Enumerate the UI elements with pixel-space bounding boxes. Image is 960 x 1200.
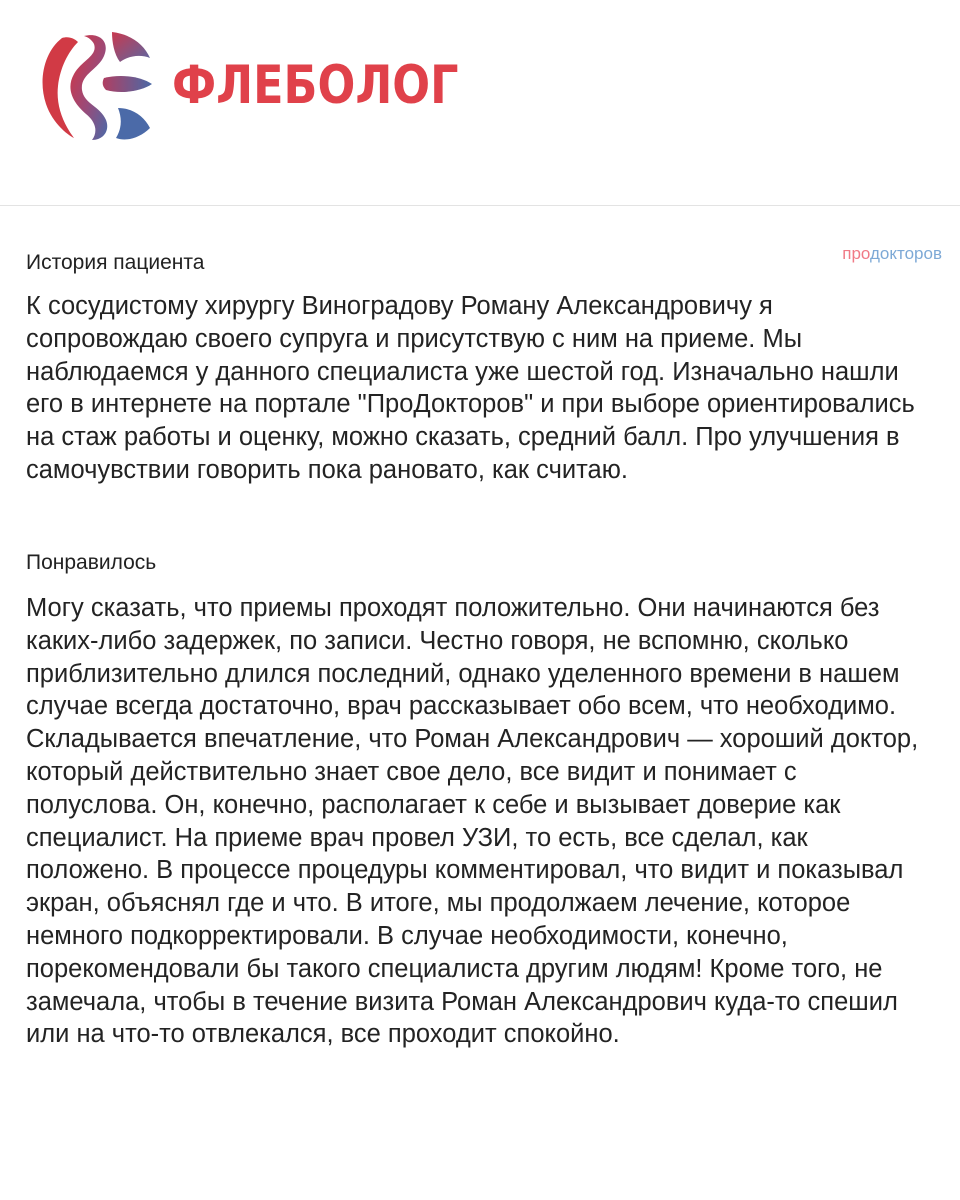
prodoctorov-badge xyxy=(842,240,942,268)
badge-part-2: докторов xyxy=(870,244,942,263)
header-divider xyxy=(0,205,960,206)
brand-name: ФЛЕБОЛОГ xyxy=(172,55,459,116)
header xyxy=(0,0,960,206)
phlebologist-logo-icon xyxy=(40,30,156,142)
section-text-liked: Могу сказать, что приемы проходят положительно. Они начинаются без каких-либо задержек, по записи. Честно говоря, не вспомню, сколько приблизительно длился последний, однако уделенного времени в нашем случае всегда достаточно, врач рассказывает обо всем, что необходимо. Складывается впечатление, что Роман Александрович — хороший доктор, который действительно знает свое дело, все видит и понимает с полуслова. Он, конечно, располагает к себе и вызывает доверие как специалист. На приеме врач провел УЗИ, то есть, все сделал, как положено. В процессе процедуры комментировал, что видит и показывал экран, объяснял где и что. В итоге, мы продолжаем лечение, которое немного подкорректировали. В случае необходимости, конечно, порекомендовали бы такого специалиста другим людям! Кроме того, не замечала, чтобы в течение визита Роман Александрович куда-то спешил или на что-то отвлекался, все проходит спокойно. xyxy=(26,594,919,1049)
section-text-history: К сосудистому хирургу Виноградову Роману Александровичу я сопровождаю своего супруга и присутствую с ним на приеме. Мы наблюдаемся у данного специалиста уже шестой год. Изначально нашли его в интернете на портале "ПроДокторов" и при выборе ориентировались на стаж работы и оценку, можно сказать, средний балл. Про улучшения в самочувствии говорить пока рановато, как считаю. xyxy=(26,292,915,484)
section-heading-history: История пациента xyxy=(26,251,205,274)
badge-part-1: про xyxy=(842,244,870,263)
section-heading-liked: Понравилось xyxy=(26,551,157,574)
